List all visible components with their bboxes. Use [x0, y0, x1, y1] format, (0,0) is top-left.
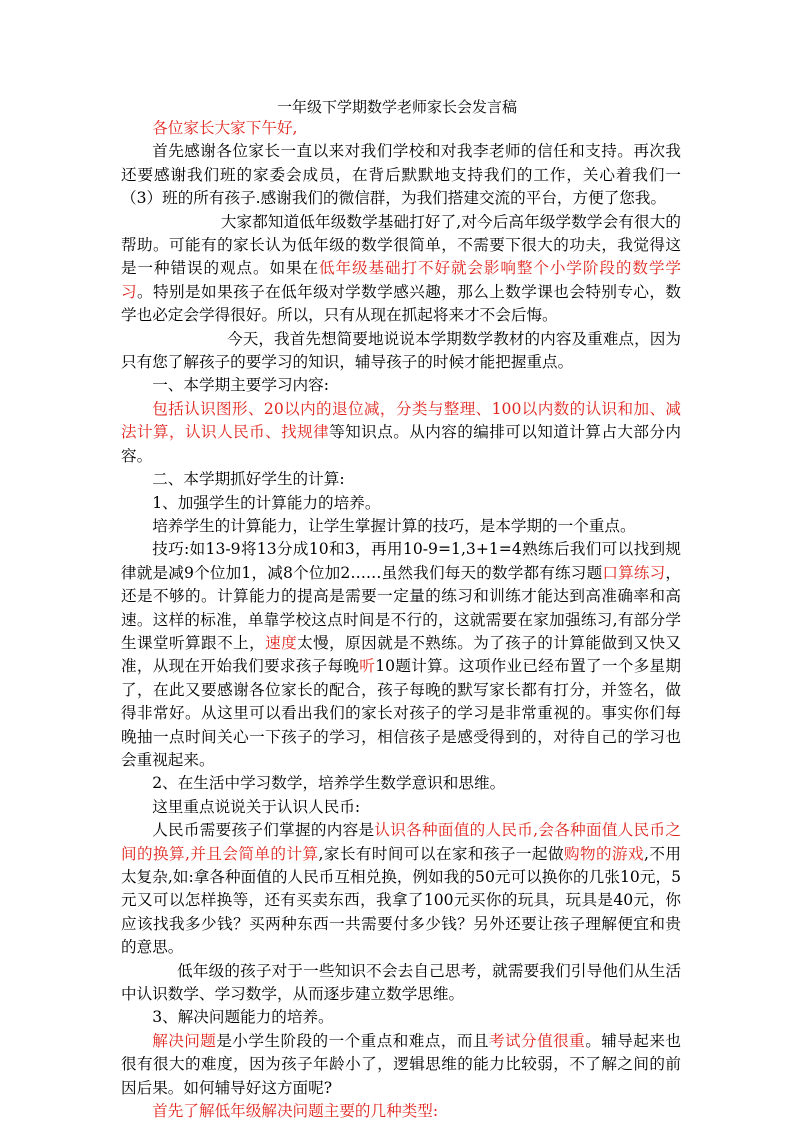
greeting-text: 各位家长大家下午好, — [152, 119, 298, 137]
paragraph-rmb-intro: 这里重点说说关于认识人民币: — [152, 797, 361, 816]
highlight-text: 考试分值很重 — [488, 1031, 586, 1050]
text-run: 等知识点。从内容的编排可以知道计算占大部分内容。 — [121, 423, 681, 465]
paragraph-intro: 今天，我首先想简要地说说本学期数学教材的内容及重难点，因为只有您了解孩子的要学习的知识，辅导孩子的时候才能把握重点。 — [121, 329, 681, 372]
text-run: 人民币需要孩子们掌握的内容是 — [152, 821, 375, 840]
text-run: 。辅导起来也很有很大的难度，因为孩子年龄小了，逻辑思维的能力比较弱，不了解之间的前因后果。如何辅导好这方面呢? — [121, 1031, 681, 1097]
highlight-text: 解决问题 — [152, 1031, 217, 1050]
document-title: 一年级下学期数学老师家长会发言稿 — [276, 98, 517, 116]
text-run: ,不用太复杂,如:拿各种面值的人民币互相兑换，例如我的50元可以换你的几张10元，5元又可以怎样换等，还有买卖东西，我拿了100元买你的玩具，玩具是40元，你应该找我多少钱？买两种东西一共需要付多少钱？另外还要让孩子理解便宜和贵的意思。 — [121, 844, 681, 957]
highlight-text: 口算练习 — [602, 563, 666, 582]
paragraph-problem-solving — [121, 1030, 681, 1100]
heading-content: 一、本学期主要学习内容: — [152, 376, 329, 395]
document-body — [121, 117, 681, 1123]
paragraph-techniques — [121, 538, 681, 772]
text-run: ,家长有时间可以在家和孩子一起做 — [318, 844, 564, 863]
highlight-text: 听 — [359, 657, 376, 676]
text-run: 10题计算。这项作业已经布置了一个多星期了，在此又要感谢各位家长的配合，孩子每晚的默写家长都有打分，并签名，做得非常好。从这里可以看出我们的家长对孩子的学习是非常重视的。事实你们每晚抽一点时间关心一下孩子的学习，相信孩子是感受得到的，对待自己的学习也会重视起来。 — [121, 657, 681, 769]
highlight-text: 低年级基础打不好就会影响整个小学阶段的数学学习 — [121, 259, 681, 301]
text-run: ，还是不够的。计算能力的提高是需要一定量的练习和训练才能达到高准确率和高速。这样的标准，单靠学校这点时间是不行的，这就需要在家加强练习,有部分学生课堂听算跟不上， — [121, 563, 681, 652]
text-run: 太慢，原因就是不熟练。为了孩子的计算能做到又快又准，从现在开始我们要求孩子每晚 — [121, 633, 681, 676]
subheading-calc-ability: 1、加强学生的计算能力的培养。 — [152, 493, 381, 512]
subheading-life-math: 2、在生活中学习数学，培养学生数学意识和思维。 — [152, 774, 506, 793]
paragraph-calc-focus: 培养学生的计算能力，让学生掌握计算的技巧，是本学期的一个重点。 — [152, 516, 636, 535]
paragraph-thanks: 首先感谢各位家长一直以来对我们学校和对我李老师的信任和支持。再次我还要感谢我们班的家委会成员，在背后默默地支持我们的工作，关心着我们一（3）班的所有孩子.感谢我们的微信群，为我们搭建交流的平台，方便了您我。 — [121, 142, 681, 208]
paragraph-rmb — [121, 819, 681, 959]
highlight-text: 认识各种面值的人民币,会各种面值人民币之间的换算,并且会简单的计算 — [121, 821, 681, 863]
paragraph-foundation — [121, 211, 681, 328]
subheading-problem-solving: 3、解决问题能力的培养。 — [152, 1008, 334, 1027]
paragraph-content — [121, 398, 681, 468]
paragraph-types — [121, 1100, 681, 1123]
highlight-text: 首先了解低年级解决问题主要的几种类型: — [152, 1102, 439, 1121]
highlight-text: 购物的游戏 — [563, 844, 644, 863]
highlight-text: 包括认识图形、20以内的退位减，分类与整理、100以内数的认识和加、减法计算，认识人民币、找规律 — [121, 399, 681, 442]
text-run: 是小学生阶段的一个重点和难点，而且 — [216, 1031, 489, 1050]
paragraph-thinking: 低年级的孩子对于一些知识不会去自己思考，就需要我们引导他们从生活中认识数学、学习数学，从而逐步建立数学思维。 — [121, 961, 681, 1004]
text-run: 大家都知道低年级数学基础打好了,对今后高年级学数学会有很大的帮助。可能有的家长认为低年级的数学很简单，不需要下很大的功夫，我觉得这是一种错误的观点。如果在 — [121, 212, 681, 278]
highlight-text: 速度 — [265, 633, 298, 652]
text-run: 技巧:如13-9将13分成10和3，再用10-9=1,3+1=4熟练后我们可以找到规律就是减9个位加1，减8个位加2……虽然我们每天的数学都有练习题 — [121, 540, 681, 582]
heading-calculation: 二、本学期抓好学生的计算: — [152, 470, 345, 489]
greeting — [121, 117, 681, 140]
text-run: 。特别是如果孩子在低年级对学数学感兴趣，那么上数学课也会特别专心，数学也必定会学得很好。所以，只有从现在抓起将来才不会后悔。 — [121, 282, 681, 325]
